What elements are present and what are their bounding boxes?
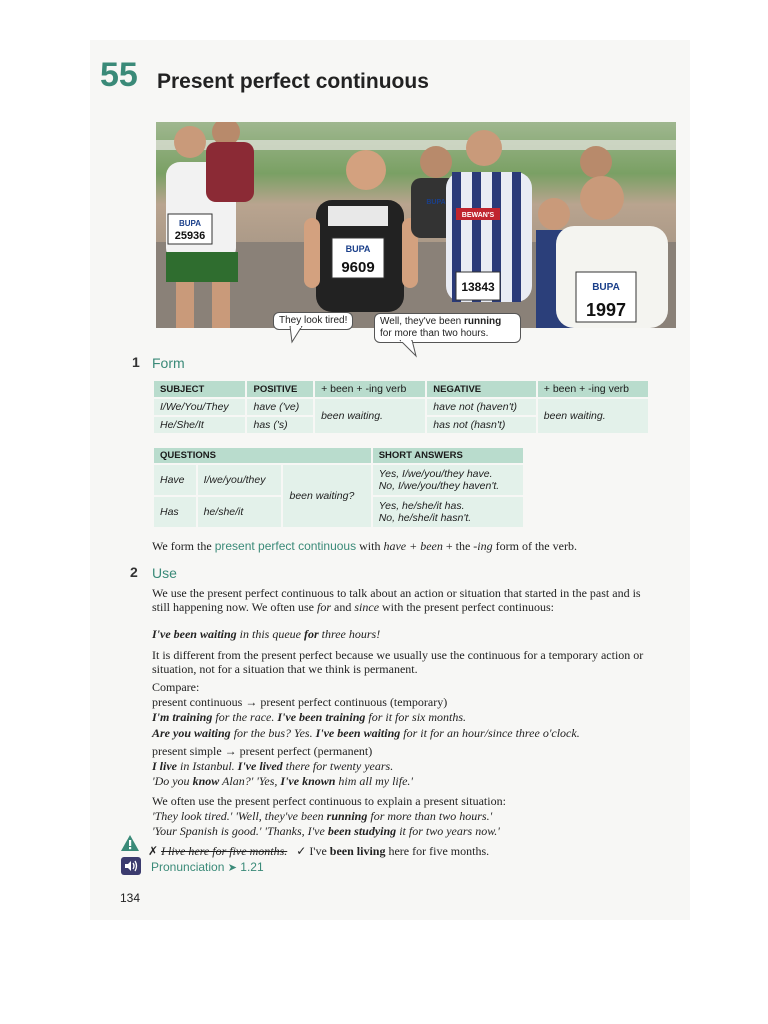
bubble-tail-right (398, 340, 422, 358)
example-sentence: I'm training for the race. I've been training for it for six months. (152, 710, 467, 724)
section-title: Form (152, 355, 185, 371)
compare-heading-1: present continuous → present perfect continuous (temporary) (152, 695, 448, 709)
form-note: We form the present perfect continuous with have + been + the -ing form of the verb. (152, 539, 577, 553)
table-cell: has ('s) (246, 416, 314, 434)
short-answer: Yes, I/we/you/they have. (378, 468, 493, 480)
bib-number: 9609 (341, 259, 375, 276)
table-header: POSITIVE (246, 380, 314, 398)
correct-mark: ✓ (296, 844, 307, 858)
table-row (153, 464, 524, 496)
table-cell: Have (153, 464, 197, 496)
table-header: SUBJECT (153, 380, 246, 398)
example-sentence: 'Do you know Alan?' 'Yes, I've known him all my life.' (152, 774, 413, 788)
table-header: SHORT ANSWERS (372, 447, 524, 464)
section-number: 2 (130, 564, 138, 580)
compare-heading-2: present simple → present perfect (permanent) (152, 744, 373, 758)
warning-icon (120, 834, 140, 852)
example-sentence: 'They look tired.' 'Well, they've been running for more than two hours.' (152, 809, 493, 823)
bib-brand: BUPA (426, 199, 446, 206)
short-answer: Yes, he/she/it has. (378, 500, 465, 512)
example-sentence: I've been waiting in this queue for three hours! (152, 627, 381, 641)
short-answer: No, I/we/you/they haven't. (378, 480, 500, 492)
table-cell: has not (hasn't) (426, 416, 537, 434)
section-number: 1 (132, 354, 140, 370)
questions-table (152, 446, 525, 529)
table-cell: he/she/it (197, 496, 283, 528)
shirt-logo: BEWAN'S (461, 212, 495, 219)
table-header: + been + -ing verb (314, 380, 426, 398)
compare-label: Compare: (152, 680, 200, 694)
bib-number: 13843 (461, 280, 495, 294)
pronunciation-link[interactable]: Pronunciation ➤ 1.21 (151, 860, 264, 874)
table-cell: been waiting. (314, 398, 426, 434)
bib-number: 25936 (174, 230, 206, 242)
speech-bubble-right: Well, they've been running for more than two hours. (374, 313, 521, 343)
table-cell: been waiting. (537, 398, 649, 434)
table-cell (372, 464, 524, 496)
example-sentence: I live in Istanbul. I've lived there for twenty years. (152, 759, 394, 773)
runners-photo (156, 122, 676, 328)
table-header: + been + -ing verb (537, 380, 649, 398)
runners-illustration (156, 122, 676, 328)
table-cell: been waiting? (282, 464, 371, 528)
section-title: Use (152, 565, 177, 581)
table-cell: He/She/It (153, 416, 246, 434)
use-paragraph-3: We often use the present perfect continuous to explain a present situation: (152, 794, 506, 808)
audio-icon (121, 857, 141, 875)
wrong-mark: ✗ (148, 844, 159, 858)
use-paragraph-1: We use the present perfect continuous to talk about an action or situation that started in the past and is still happening now. We often use for and since with the present perfect continuous: (152, 586, 641, 614)
example-sentence: 'Your Spanish is good.' 'Thanks, I've been studying it for two years now.' (152, 824, 500, 838)
table-header: NEGATIVE (426, 380, 537, 398)
form-table (152, 379, 650, 435)
use-paragraph-2: It is different from the present perfect because we usually use the continuous for a temporary action or situation, not for a situation that we think is permanent. (152, 648, 644, 676)
table-cell: have not (haven't) (426, 398, 537, 416)
bib-number: 1997 (585, 300, 627, 320)
table-cell (372, 496, 524, 528)
table-cell: I/We/You/They (153, 398, 246, 416)
bubble-tail-left (288, 326, 308, 344)
bib-brand: BUPA (592, 282, 620, 293)
bib-brand: BUPA (345, 244, 371, 254)
table-row (153, 398, 649, 416)
page-number: 134 (120, 891, 141, 905)
table-cell: Has (153, 496, 197, 528)
wrong-example: I live here for five months. (161, 844, 288, 858)
table-header: QUESTIONS (153, 447, 372, 464)
example-sentence: Are you waiting for the bus? Yes. I've been waiting for it for an hour/since three o'clock. (152, 726, 580, 740)
speech-bubble-left: They look tired! (273, 312, 353, 330)
correct-example: I've been living here for five months. (309, 844, 490, 858)
table-cell: I/we/you/they (197, 464, 283, 496)
unit-number: 55 (100, 56, 138, 94)
table-cell: have ('ve) (246, 398, 314, 416)
short-answer: No, he/she/it hasn't. (378, 512, 472, 524)
bib-brand: BUPA (178, 219, 202, 228)
common-mistake (148, 845, 489, 859)
unit-title: Present perfect continuous (157, 70, 429, 93)
